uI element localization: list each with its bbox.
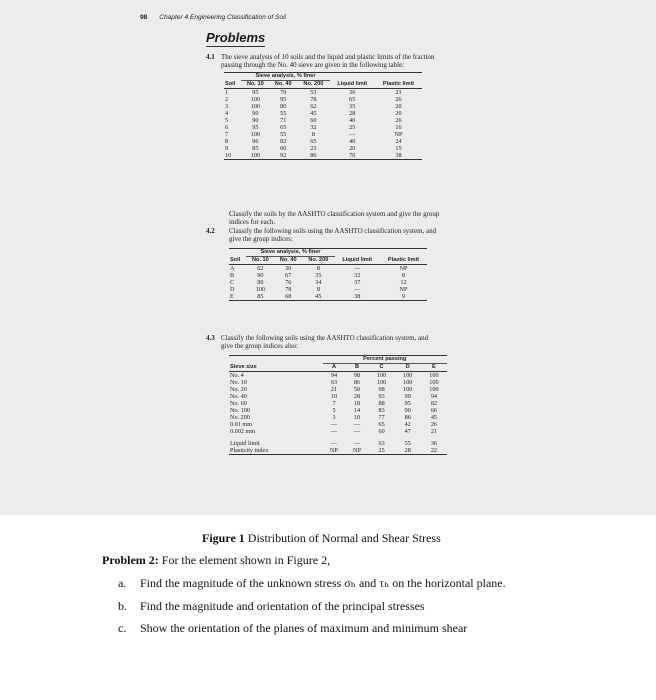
table-cell: 18 — [353, 400, 361, 407]
column-header: No. 40 — [274, 257, 302, 265]
problems-heading: Problems — [206, 30, 266, 45]
column-header: A — [323, 364, 346, 372]
table-row — [229, 272, 427, 279]
table-cell: 8 — [401, 272, 405, 279]
table-cell: 30 — [285, 265, 292, 272]
table-cell: 26 — [395, 117, 402, 124]
table-cell: 95 — [280, 96, 287, 103]
table-cell: 60 — [378, 428, 385, 435]
problem-2-label: Problem 2: — [102, 553, 159, 567]
table-cell: 37 — [354, 279, 361, 286]
table-cell: 20 — [395, 110, 402, 117]
column-header: No. 40 — [269, 81, 297, 89]
table-cell: No. 200 — [230, 414, 250, 421]
table-cell: 63 — [330, 379, 338, 386]
table-cell: 60 — [310, 117, 317, 124]
table-row — [224, 110, 422, 117]
table-cell: 34 — [315, 279, 322, 286]
column-header: Plastic limit — [380, 257, 427, 265]
table-cell: 20 — [395, 103, 402, 110]
table-cell: 68 — [274, 293, 302, 301]
table-cell: — — [354, 286, 361, 293]
table-cell: No. 20 — [230, 386, 247, 393]
table-cell: 63 — [378, 440, 385, 447]
table-cell: 10 — [224, 152, 241, 160]
table-cell: 90 — [404, 407, 411, 414]
table-cell: 100 — [429, 372, 439, 379]
table-cell: 55 — [280, 110, 287, 117]
table-cell: 100 — [376, 372, 387, 379]
table-cell: 100 — [241, 152, 269, 160]
column-header: No. 200 — [297, 81, 330, 89]
table-cell: 21 — [330, 386, 338, 393]
table-cell: Liquid limit — [230, 440, 260, 447]
table-cell: 86 — [297, 152, 330, 160]
table-cell: — — [353, 428, 361, 435]
problem-4-1-text-line1: The sieve analysis of 10 soils and the liquid and plastic limits of the fraction — [221, 53, 435, 61]
table-cell: 62 — [257, 265, 264, 272]
table-cell: 0.01 mm — [230, 421, 253, 428]
table-row — [229, 440, 447, 447]
column-header: No. 10 — [241, 81, 269, 89]
table-cell: 25 — [369, 447, 395, 455]
column-header: No. 10 — [246, 257, 274, 265]
figure-caption-label: Figure 1 — [202, 531, 245, 545]
table-cell: 24 — [395, 138, 402, 145]
table-cell: 42 — [404, 421, 411, 428]
table-row — [224, 124, 422, 131]
table-cell: 32 — [354, 272, 361, 279]
table-cell: 100 — [250, 103, 260, 110]
problem-2-intro: For the element shown in Figure 2, — [158, 553, 331, 567]
table-cell: 96 — [252, 138, 259, 145]
item-letter: a. — [118, 576, 127, 590]
figure-caption-text: Distribution of Normal and Shear Stress — [244, 531, 441, 545]
table-cell: 21 — [430, 428, 437, 435]
table-cell: 40 — [349, 138, 356, 145]
table-row — [229, 286, 427, 293]
table-cell: — — [349, 131, 356, 138]
problem-4-3-number: 4.3 — [206, 334, 215, 342]
table-cell: 35 — [315, 272, 322, 279]
item-letter: b. — [118, 599, 127, 613]
table-cell: 67 — [285, 272, 292, 279]
table-row — [229, 379, 447, 386]
table-cell: 60 — [280, 145, 287, 152]
table-cell: 65 — [280, 124, 287, 131]
table-cell: 38 — [375, 152, 422, 160]
page-number: 98 — [140, 14, 148, 21]
column-header: B — [346, 364, 369, 372]
table-cell: 82 — [430, 400, 437, 407]
table-cell: NP — [399, 265, 408, 272]
table-cell: 90 — [252, 110, 259, 117]
table-cell: 80 — [280, 103, 287, 110]
table-cell: No. 10 — [230, 379, 247, 386]
table-cell: 78 — [285, 286, 292, 293]
table-cell: 76 — [285, 279, 292, 286]
table-cell: 22 — [421, 447, 447, 455]
table-cell: 100 — [255, 286, 265, 293]
table-cell: 98 — [378, 386, 385, 393]
table-cell: 40 — [349, 117, 356, 124]
problem-4-1-after-line1: Classify the soils by the AASHTO classification system and give the group — [229, 210, 440, 218]
table-cell: 5 — [225, 117, 229, 124]
table-cell: 36 — [430, 440, 437, 447]
table-cell: 95 — [252, 89, 259, 96]
table-cell: 92 — [269, 152, 297, 160]
table-cell: 35 — [349, 103, 356, 110]
problem-4-1-number: 4.1 — [206, 53, 215, 61]
column-header: Soil — [229, 257, 246, 265]
table-cell: 94 — [430, 393, 437, 400]
problem-4-3-text-line2: give the group indices also: — [221, 342, 298, 350]
problem-4-1-after-line2: indices for each. — [229, 218, 276, 226]
table-cell: 86 — [353, 379, 361, 386]
table-row — [229, 447, 447, 455]
column-header: Liquid limit — [330, 81, 375, 89]
page-header — [140, 14, 286, 21]
table-cell: 10 — [330, 393, 338, 400]
table-cell: 36 — [349, 89, 356, 96]
figure-caption — [202, 531, 441, 546]
problem-2-item-b — [118, 599, 425, 614]
problem-2-heading — [102, 553, 330, 568]
problem-4-3-text-line1: Classify the following soils using the AASHTO classification system, and — [221, 334, 429, 342]
table-cell: 100 — [250, 96, 260, 103]
table-row — [229, 407, 447, 414]
table-cell: 7 — [225, 131, 229, 138]
table-cell: 50 — [353, 386, 361, 393]
item-text: Find the magnitude of the unknown stress σₕ and τₕ on the horizontal plane. — [140, 576, 506, 590]
table-cell: 98 — [353, 372, 361, 379]
table-cell: 28 — [395, 447, 421, 455]
table-row — [229, 279, 427, 286]
table-cell: 28 — [349, 110, 356, 117]
item-text: Find the magnitude and orientation of the principal stresses — [140, 599, 425, 613]
table-cell: 38 — [335, 293, 380, 301]
table-cell: 23 — [310, 145, 317, 152]
table-cell: 95 — [404, 400, 411, 407]
table-cell: 65 — [310, 138, 317, 145]
table-row — [229, 414, 447, 421]
table-cell: 65 — [349, 96, 356, 103]
problem-2-item-c — [118, 621, 467, 636]
column-header: E — [421, 364, 447, 372]
table-cell: 55 — [280, 131, 287, 138]
table-cell: 45 — [310, 110, 317, 117]
table-cell: 85 — [252, 145, 259, 152]
item-letter: c. — [118, 621, 127, 635]
column-header: Sieve size — [229, 364, 323, 372]
table-cell: A — [230, 265, 235, 272]
table-cell: 8 — [311, 131, 315, 138]
table-cell: 93 — [378, 393, 385, 400]
table-cell: 26 — [395, 96, 402, 103]
table-cell: 100 — [250, 131, 260, 138]
table-cell: 79 — [280, 89, 287, 96]
table-row — [224, 103, 422, 110]
table-cell: 8 — [316, 286, 320, 293]
table-row — [224, 131, 422, 138]
table-cell: 20 — [349, 145, 356, 152]
table-cell: 2 — [225, 96, 229, 103]
table-cell: 32 — [310, 124, 317, 131]
table-cell: NP — [394, 131, 403, 138]
table-cell: 28 — [353, 393, 361, 400]
table-cell: 12 — [400, 279, 407, 286]
table-cell: 95 — [252, 124, 259, 131]
table-cell: No. 100 — [230, 407, 250, 414]
table-row — [224, 145, 422, 152]
table-cell: 3 — [225, 103, 229, 110]
problem-4-3-table — [229, 355, 447, 455]
table-cell: 8 — [316, 265, 320, 272]
table-cell: 90 — [257, 279, 264, 286]
table-cell: 100 — [403, 372, 413, 379]
table-cell: 83 — [378, 407, 385, 414]
table-group-header: Sieve analysis, % finer — [241, 73, 329, 81]
table-cell: 65 — [378, 421, 385, 428]
table-row — [229, 293, 427, 301]
table-cell: 5 — [332, 407, 336, 414]
table-cell: — — [354, 265, 361, 272]
table-cell: 10 — [353, 414, 361, 421]
table-cell: 100 — [403, 379, 413, 386]
table-cell: E — [229, 293, 246, 301]
table-cell: B — [230, 272, 235, 279]
table-cell: NP — [323, 447, 346, 455]
problem-4-2-text-line1: Classify the following soils using the AASHTO classification system, and — [229, 227, 437, 235]
table-cell: 21 — [395, 89, 402, 96]
table-cell: 82 — [280, 138, 287, 145]
table-cell: 45 — [302, 293, 335, 301]
table-cell: 78 — [310, 96, 317, 103]
column-header: D — [395, 364, 421, 372]
table-cell: NP — [399, 286, 408, 293]
table-cell: 66 — [430, 407, 437, 414]
table-cell: 8 — [225, 138, 229, 145]
table-group-header: Sieve analysis, % finer — [246, 249, 334, 257]
problem-4-1-text-line2: passing through the No. 40 sieve are given in the following table: — [221, 61, 405, 69]
table-row — [229, 265, 427, 273]
item-text: Show the orientation of the planes of maximum and minimum shear — [140, 621, 468, 635]
chapter-title: Chapter 4 Engineering Classification of Soil — [159, 14, 287, 21]
table-cell: 55 — [404, 440, 411, 447]
table-cell: 100 — [403, 386, 413, 393]
table-cell: Plasticity index — [229, 447, 323, 455]
table-cell: 45 — [430, 414, 437, 421]
table-cell: 77 — [378, 414, 385, 421]
table-row — [229, 393, 447, 400]
table-row — [229, 386, 447, 393]
table-cell: 71 — [280, 117, 287, 124]
table-cell: 85 — [246, 293, 274, 301]
table-cell: 47 — [404, 428, 411, 435]
table-cell: — — [353, 440, 361, 447]
table-cell: 3 — [332, 414, 336, 421]
column-header: C — [369, 364, 395, 372]
table-cell: — — [330, 428, 338, 435]
table-cell: 0.002 mm — [230, 428, 256, 435]
problem-4-1-table — [224, 72, 422, 160]
table-group-header: Percent passing — [323, 356, 448, 364]
table-cell: 86 — [404, 414, 411, 421]
table-row — [229, 372, 447, 380]
table-cell: 99 — [404, 393, 411, 400]
table-row — [224, 96, 422, 103]
table-row — [224, 117, 422, 124]
table-cell: No. 60 — [230, 400, 247, 407]
table-cell: 88 — [378, 400, 385, 407]
table-row — [224, 152, 422, 160]
column-header: Soil — [224, 81, 241, 89]
problem-4-2-table — [229, 248, 427, 301]
table-cell: 100 — [429, 379, 439, 386]
problem-4-2-text-line2: give the group indices: — [229, 235, 293, 243]
table-cell: 15 — [395, 145, 402, 152]
table-cell: 53 — [310, 89, 317, 96]
table-cell: 94 — [330, 372, 338, 379]
table-cell: No. 40 — [230, 393, 247, 400]
table-cell: C — [230, 279, 235, 286]
table-cell: — — [330, 440, 338, 447]
table-cell: D — [230, 286, 235, 293]
table-cell: 100 — [429, 386, 439, 393]
table-cell: — — [330, 421, 338, 428]
column-header: No. 200 — [302, 257, 335, 265]
problem-4-2-number: 4.2 — [206, 227, 215, 235]
table-row — [224, 89, 422, 97]
table-cell: 100 — [376, 379, 387, 386]
table-row — [229, 400, 447, 407]
problem-2-item-a — [118, 576, 506, 591]
table-cell: 9 — [380, 293, 427, 301]
table-cell: 70 — [330, 152, 375, 160]
table-row — [229, 421, 447, 428]
table-cell: 4 — [225, 110, 229, 117]
column-header: Liquid limit — [335, 257, 380, 265]
column-header: Plastic limit — [375, 81, 422, 89]
table-cell: 90 — [257, 272, 264, 279]
table-row — [224, 138, 422, 145]
table-cell: 25 — [349, 124, 356, 131]
table-cell: 7 — [332, 400, 336, 407]
table-cell: 90 — [252, 117, 259, 124]
table-cell: — — [353, 421, 361, 428]
table-cell: 62 — [310, 103, 317, 110]
table-cell: 16 — [395, 124, 402, 131]
table-cell: 1 — [225, 89, 229, 96]
table-row — [229, 428, 447, 435]
table-cell: No. 4 — [230, 372, 244, 379]
table-cell: 26 — [430, 421, 437, 428]
table-cell: 14 — [353, 407, 361, 414]
table-cell: 9 — [225, 145, 229, 152]
table-cell: 6 — [225, 124, 229, 131]
table-cell: NP — [346, 447, 369, 455]
